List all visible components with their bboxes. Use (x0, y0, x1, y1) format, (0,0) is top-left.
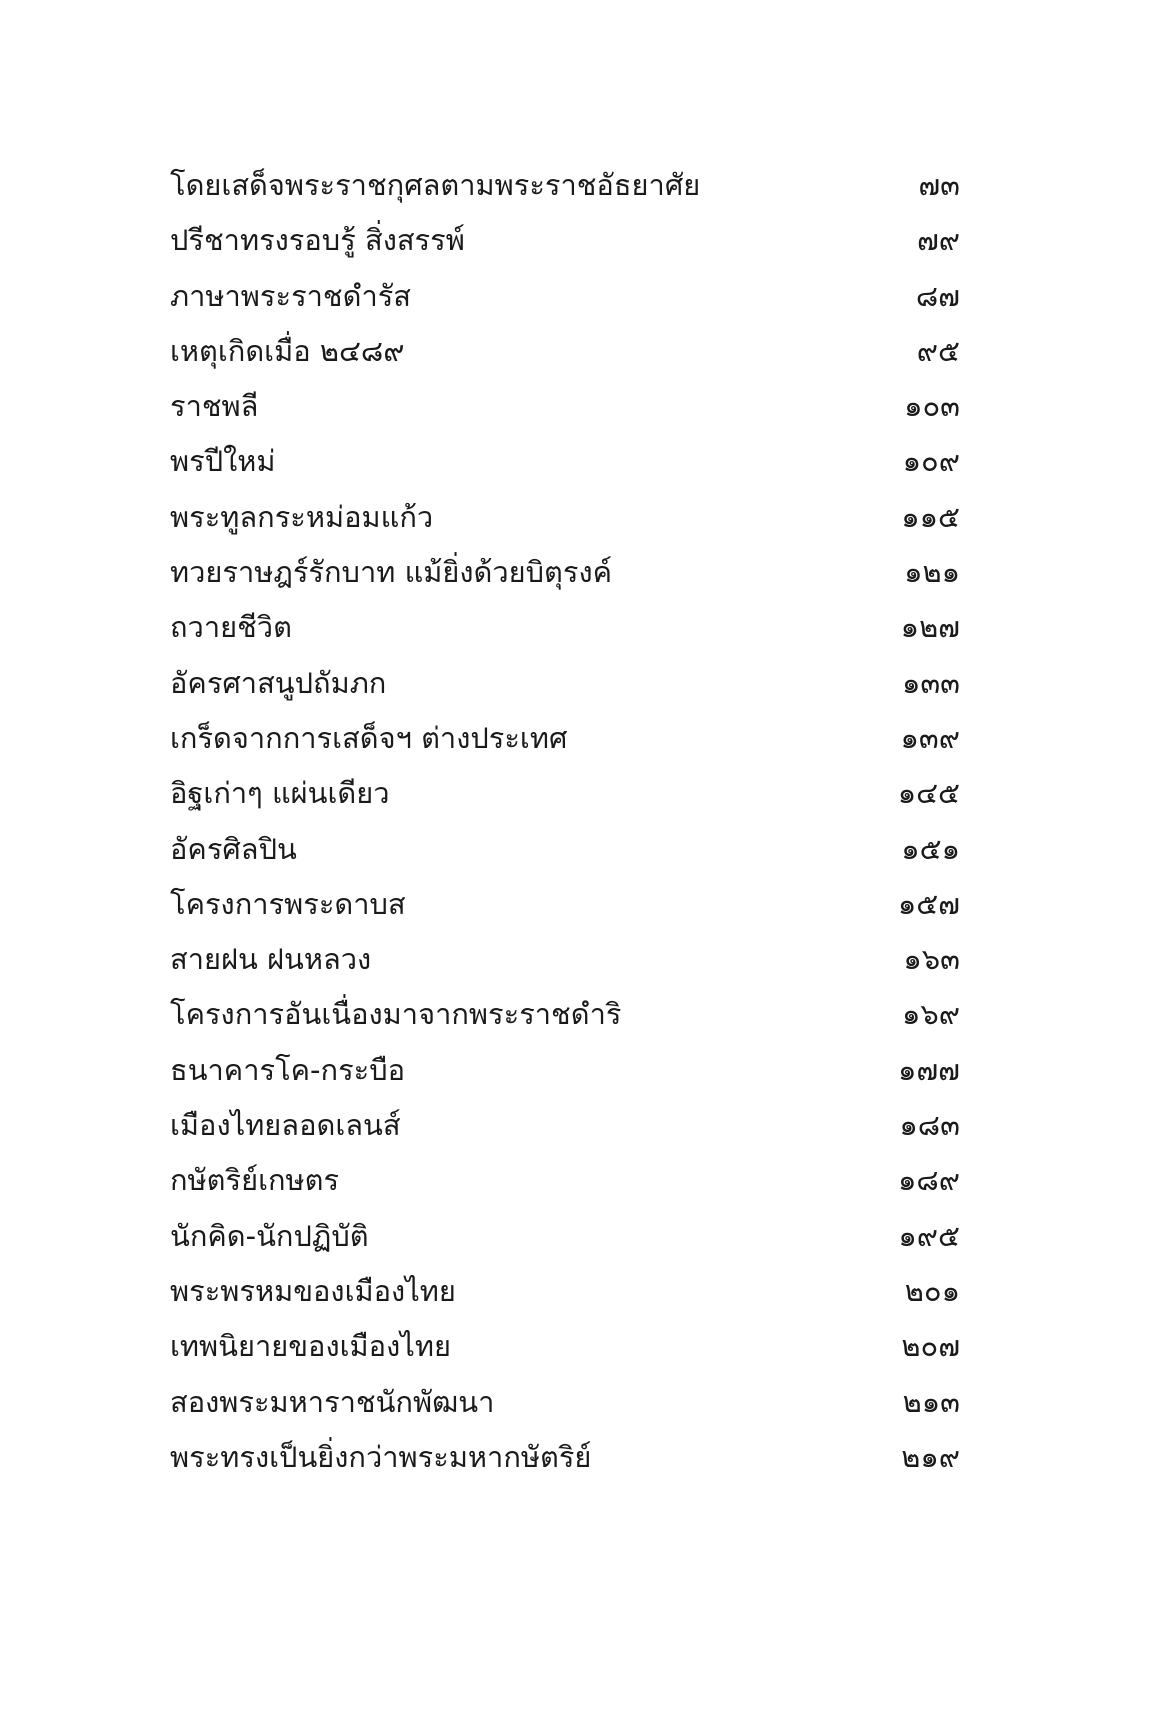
toc-entry (170, 822, 960, 877)
toc-entry-page: ๘๗ (915, 278, 960, 313)
toc-entry (170, 545, 960, 600)
toc-entry-page: ๒๑๓ (902, 1384, 960, 1419)
toc-entry-title: ธนาคารโค-กระบือ (170, 1052, 406, 1087)
toc-entry (170, 932, 960, 987)
toc-entry-title: นักคิด-นักปฏิบัติ (170, 1218, 369, 1253)
toc-entry (170, 379, 960, 434)
toc-entry (170, 213, 960, 268)
toc-entry (170, 1043, 960, 1098)
toc-entry-page: ๑๗๗ (897, 1052, 960, 1087)
toc-entry (170, 158, 960, 213)
toc-entry-page: ๑๕๗ (897, 886, 960, 921)
toc-entry-title: เมืองไทยลอดเลนส์ (170, 1108, 401, 1143)
toc-entry-title: พระพรหมของเมืองไทย (170, 1273, 456, 1308)
toc-entry-title: ปรีชาทรงรอบรู้ สิ่งสรรพ์ (170, 223, 465, 258)
toc-entry-title: โครงการอันเนื่องมาจากพระราชดำริ (170, 997, 622, 1032)
toc-entry-page: ๑๒๑ (904, 555, 960, 590)
toc-entry-page: ๑๘๓ (899, 1108, 960, 1143)
toc-entry-title: อิฐเก่าๆ แผ่นเดียว (170, 776, 390, 811)
toc-entry-title: สองพระมหาราชนักพัฒนา (170, 1384, 495, 1419)
toc-entry (170, 711, 960, 766)
toc-entry (170, 269, 960, 324)
toc-entry (170, 434, 960, 489)
toc-entry-page: ๑๒๗ (900, 610, 960, 645)
toc-entry-page: ๒๐๑ (904, 1273, 960, 1308)
toc-entry-page: ๑๓๓ (901, 665, 960, 700)
toc-entry-title: พระทูลกระหม่อมแก้ว (170, 499, 434, 534)
toc-entry-title: เทพนิยายของเมืองไทย (170, 1329, 451, 1364)
toc-entry (170, 987, 960, 1042)
toc-entry-page: ๙๕ (916, 333, 960, 368)
toc-entry-page: ๑๖๙ (901, 997, 960, 1032)
toc-entry-page: ๑๘๙ (897, 1163, 960, 1198)
toc-entry-title: ถวายชีวิต (170, 610, 292, 645)
toc-entry-page: ๑๕๑ (901, 831, 960, 866)
toc-entry (170, 877, 960, 932)
toc-entry-page: ๑๖๓ (903, 942, 960, 977)
toc-entry (170, 656, 960, 711)
toc-entry-title: โดยเสด็จพระราชกุศลตามพระราชอัธยาศัย (170, 168, 701, 202)
toc-entry-page: ๗๓ (918, 168, 960, 202)
toc-entry-page: ๑๐๙ (902, 444, 960, 479)
toc-entry-page: ๒๐๗ (901, 1329, 960, 1364)
toc-entry (170, 490, 960, 545)
toc-entry (170, 1319, 960, 1374)
toc-entry-title: พระทรงเป็นยิ่งกว่าพระมหากษัตริย์ (170, 1439, 592, 1474)
toc-entry-title: ทวยราษฎร์รักบาท แม้ยิ่งด้วยบิตุรงค์ (170, 555, 613, 590)
table-of-contents (170, 158, 960, 1485)
toc-entry (170, 1209, 960, 1264)
toc-entry-page: ๒๑๙ (901, 1439, 960, 1474)
toc-entry-title: อัครศิลปิน (170, 831, 297, 866)
toc-entry-title: ภาษาพระราชดำรัส (170, 278, 412, 313)
toc-entry-title: โครงการพระดาบส (170, 886, 406, 921)
toc-entry (170, 1375, 960, 1430)
toc-entry (170, 766, 960, 821)
toc-entry-title: สายฝน ฝนหลวง (170, 942, 372, 977)
toc-entry-title: อัครศาสนูปถัมภก (170, 665, 387, 700)
toc-entry-page: ๑๙๕ (898, 1218, 960, 1253)
toc-entry (170, 1430, 960, 1485)
toc-entry-title: กษัตริย์เกษตร (170, 1163, 340, 1198)
toc-entry-page: ๗๙ (916, 223, 960, 258)
toc-entry-page: ๑๓๙ (900, 720, 960, 755)
toc-entry-page: ๑๐๓ (904, 389, 960, 424)
toc-entry-page: ๑๔๕ (897, 776, 960, 811)
toc-entry (170, 600, 960, 655)
toc-entry (170, 1098, 960, 1153)
toc-entry (170, 1264, 960, 1319)
toc-entry (170, 1153, 960, 1208)
toc-entry (170, 324, 960, 379)
toc-entry-title: พรปีใหม่ (170, 444, 276, 479)
toc-entry-title: เหตุเกิดเมื่อ ๒๔๘๙ (170, 333, 405, 368)
toc-entry-page: ๑๑๕ (901, 499, 960, 534)
toc-entry-title: ราชพลี (170, 389, 259, 424)
toc-entry-title: เกร็ดจากการเสด็จฯ ต่างประเทศ (170, 720, 568, 755)
